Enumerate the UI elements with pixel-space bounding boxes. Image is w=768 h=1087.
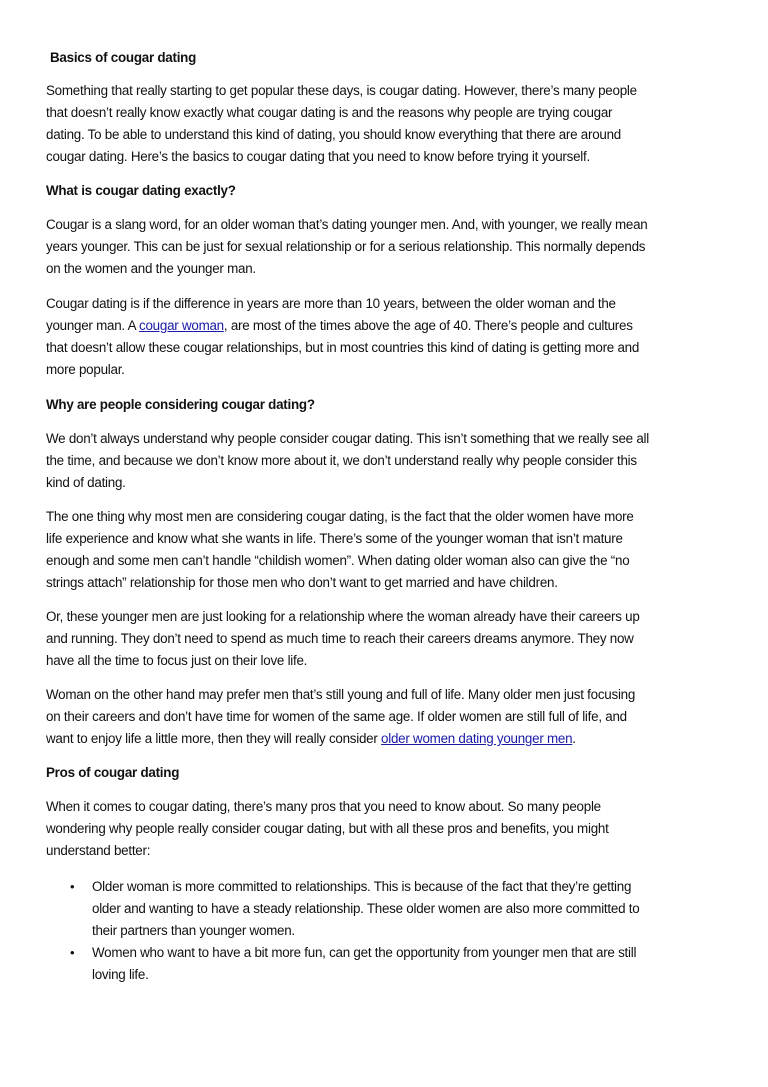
paragraph-line: kind of dating. <box>46 475 126 490</box>
paragraph-line: We don’t always understand why people consider cougar dating. This isn’t something that we really see all <box>46 431 649 446</box>
paragraph-line: strings attach” relationship for those men who don’t want to get married and have children. <box>46 575 558 590</box>
paragraph-line: cougar dating. Here’s the basics to cougar dating that you need to know before trying it yourself. <box>46 149 590 164</box>
paragraph-line: understand better: <box>46 843 151 858</box>
paragraph-line: have all the time to focus just on their love life. <box>46 653 308 668</box>
text-run: . <box>572 731 576 746</box>
section-heading: What is cougar dating exactly? <box>46 183 236 198</box>
paragraph-line: years younger. This can be just for sexual relationship or for a serious relationship. This normally depends <box>46 239 646 254</box>
text-run: younger man. A <box>46 318 140 333</box>
paragraph-line: that doesn’t really know exactly what cougar dating is and the reasons why people are trying cougar <box>46 105 613 120</box>
paragraph-line: and running. They don’t need to spend as much time to reach their careers dreams anymore. They now <box>46 631 634 646</box>
paragraph-line: enough and some men can’t handle “childish women”. When dating older woman also can give the “no <box>46 553 630 568</box>
list-item-line: Women who want to have a bit more fun, can get the opportunity from younger men that are still <box>92 945 637 960</box>
section-heading: Basics of cougar dating <box>50 50 197 65</box>
paragraph-line: on their careers and don’t have time for women of the same age. If older women are still full of life, and <box>46 709 627 724</box>
text-run: want to enjoy life a little more, then they will really consider <box>46 731 382 746</box>
older-women-dating-younger-men-link[interactable]: older women dating younger men <box>381 731 573 746</box>
paragraph-line: Cougar dating is if the difference in years are more than 10 years, between the older woman and the <box>46 296 616 311</box>
paragraph-line: wondering why people really consider cougar dating, but with all these pros and benefits, you might <box>46 821 609 836</box>
paragraph-line: more popular. <box>46 362 125 377</box>
paragraph-line: Woman on the other hand may prefer men that’s still young and full of life. Many older men just focusing <box>46 687 636 702</box>
section-heading: Why are people considering cougar dating? <box>46 397 315 412</box>
paragraph-line: Something that really starting to get popular these days, is cougar dating. However, there’s many people <box>46 83 637 98</box>
list-item-line: loving life. <box>92 967 149 982</box>
paragraph-line: Cougar is a slang word, for an older woman that’s dating younger men. And, with younger, we really mean <box>46 217 648 232</box>
paragraph-line: Or, these younger men are just looking for a relationship where the woman already have their careers up <box>46 609 640 624</box>
bullet-icon: • <box>70 879 75 894</box>
paragraph-line: dating. To be able to understand this kind of dating, you should know everything that there are around <box>46 127 622 142</box>
text-run: , are most of the times above the age of 40. There’s people and cultures <box>223 318 633 333</box>
paragraph-line: The one thing why most men are considering cougar dating, is the fact that the older women have more <box>46 509 634 524</box>
cougar-woman-link[interactable]: cougar woman <box>139 318 224 333</box>
paragraph-line <box>46 731 576 746</box>
paragraph-line <box>46 318 633 333</box>
paragraph-line: on the women and the younger man. <box>46 261 256 276</box>
list-item-line: their partners than younger women. <box>92 923 295 938</box>
bullet-icon: • <box>70 945 75 960</box>
paragraph-line: When it comes to cougar dating, there’s many pros that you need to know about. So many people <box>46 799 601 814</box>
list-item-line: older and wanting to have a steady relationship. These older women are also more committed to <box>92 901 640 916</box>
list-item-line: Older woman is more committed to relationships. This is because of the fact that they’re getting <box>92 879 632 894</box>
paragraph-line: that doesn’t allow these cougar relationships, but in most countries this kind of dating is getting more and <box>46 340 640 355</box>
section-heading: Pros of cougar dating <box>46 765 180 780</box>
paragraph-line: the time, and because we don’t know more about it, we don’t understand really why people consider this <box>46 453 637 468</box>
paragraph-line: life experience and know what she wants in life. There’s some of the younger woman that isn’t mature <box>46 531 623 546</box>
